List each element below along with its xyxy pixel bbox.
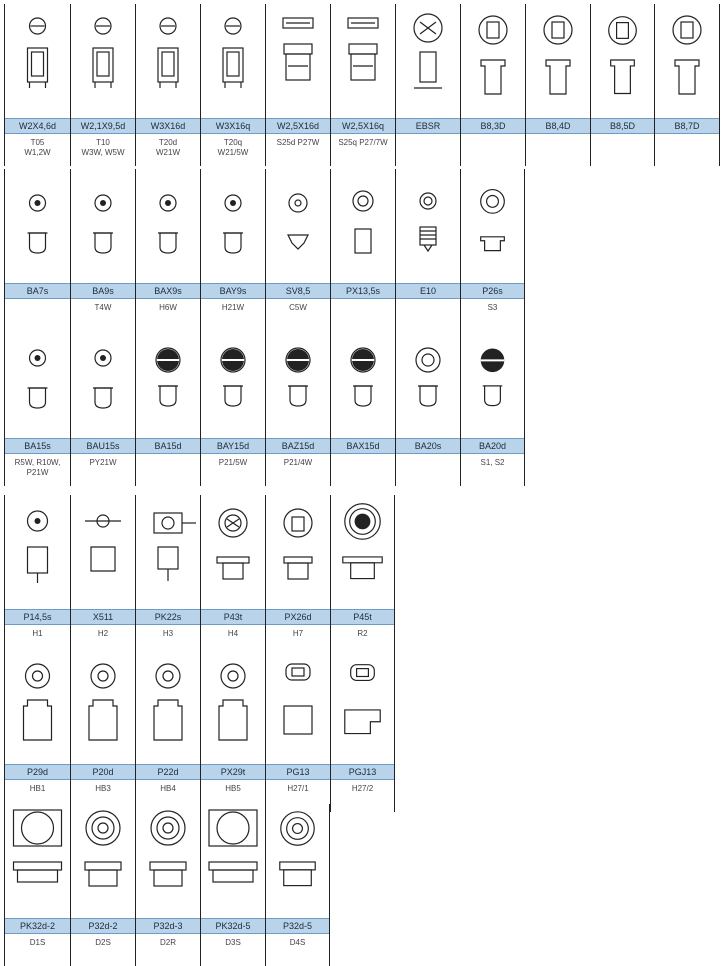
base-code-label: P20d (71, 764, 135, 780)
base-code-label: PK32d-5 (201, 918, 265, 934)
b83d-socket-icon (461, 4, 525, 118)
b84d-socket-icon (526, 4, 590, 118)
base-code-label: BAX15d (331, 438, 395, 454)
bulb-types-label: S25d P27W (276, 138, 320, 147)
base-code-label: P22d (136, 764, 200, 780)
bulb-types-label: P21/5W (218, 458, 248, 467)
bulb-types-label: P21/4W (283, 458, 313, 467)
base-code-label: B8,4D (526, 118, 590, 134)
xenon-square-icon (201, 804, 265, 918)
lamp-cell (70, 169, 135, 331)
bulb-types-label: T05 W1,2W (24, 138, 51, 157)
base-code-label: BAX9s (136, 283, 200, 299)
lamp-cell (265, 4, 330, 166)
bulb-types-label: S1, S2 (480, 458, 505, 467)
bulb-types-label: R5W, R10W, P21W (14, 458, 61, 477)
lamp-cell (330, 169, 395, 331)
bulb-types-label: H1 (32, 629, 43, 638)
base-code-label: W3X16d (136, 118, 200, 134)
lamp-cell (4, 4, 70, 166)
bulb-types-label: T4W (94, 303, 112, 312)
lamp-cell (460, 169, 525, 331)
bulb-types-label: HB3 (95, 784, 111, 793)
lamp-cell (654, 4, 720, 166)
bayonet-offset-pin-icon (201, 169, 265, 283)
lamp-cell (330, 650, 395, 812)
halogen-h7-icon (266, 495, 330, 609)
lamp-cell (200, 495, 265, 657)
lamp-cell (135, 804, 200, 966)
halogen-hb1-icon (5, 650, 70, 764)
lamp-cell (590, 4, 654, 166)
base-code-label: PGJ13 (331, 764, 394, 780)
bulb-types-label: HB4 (160, 784, 176, 793)
base-code-label: P29d (5, 764, 70, 780)
base-code-label: W2,5X16d (266, 118, 330, 134)
bulb-types-label: HB5 (225, 784, 241, 793)
bulb-types-label: D1S (29, 938, 46, 947)
prefocus-small-icon (331, 169, 395, 283)
lamp-cell (200, 650, 265, 812)
halogen-h3-icon (136, 495, 200, 609)
base-code-label: W2,5X16q (331, 118, 395, 134)
bulb-types-label: H21W (221, 303, 245, 312)
xenon-square-icon (5, 804, 70, 918)
bulb-types-label: PY21W (89, 458, 117, 467)
base-code-label: W2X4,6d (5, 118, 70, 134)
wedge-icon (71, 4, 135, 118)
bulb-types-label: C5W (289, 303, 307, 312)
base-code-label: BA7s (5, 283, 70, 299)
wedge-large-dual-icon (201, 4, 265, 118)
base-code-label: BA20d (461, 438, 524, 454)
lamp-cell (135, 324, 200, 486)
lamp-cell (330, 4, 395, 166)
bulb-types-label: H7 (292, 629, 304, 638)
lamp-cell (395, 169, 460, 331)
bayonet-double-offset-icon (266, 324, 330, 438)
wedge-large-icon (136, 4, 200, 118)
bulb-types-label: D3S (225, 938, 241, 947)
bulb-types-label: H3 (162, 629, 174, 638)
halogen-h2-icon (71, 495, 135, 609)
base-code-label: P32d-5 (266, 918, 329, 934)
bulb-types-label: R2 (357, 629, 368, 638)
lamp-cell (460, 4, 525, 166)
bulb-types-label: H4 (227, 629, 239, 638)
base-code-label: B8,3D (461, 118, 525, 134)
halogen-h27-icon (266, 650, 330, 764)
lamp-cell (200, 169, 265, 331)
lamp-cell (330, 495, 395, 657)
lamp-cell (4, 324, 70, 486)
bulb-types-label: S25q P27/7W (338, 138, 388, 147)
base-code-label: SV8,5 (266, 283, 330, 299)
bayonet-double-icon (331, 324, 395, 438)
lamp-cell (135, 650, 200, 812)
base-code-label: BAU15s (71, 438, 135, 454)
lamp-cell (135, 4, 200, 166)
lamp-cell (200, 4, 265, 166)
base-code-label: BA9s (71, 283, 135, 299)
lamp-cell (265, 495, 330, 657)
bulb-types-label: D2S (95, 938, 111, 947)
base-code-label: BA20s (396, 438, 460, 454)
base-code-label: PX13,5s (331, 283, 395, 299)
base-code-label: W2,1X9,5d (71, 118, 135, 134)
lamp-cell (70, 324, 135, 486)
festoon-icon (266, 169, 330, 283)
base-code-label: P26s (461, 283, 524, 299)
lamp-cell (395, 324, 460, 486)
base-code-label: P43t (201, 609, 265, 625)
base-code-label: PG13 (266, 764, 330, 780)
bulb-types-label: H27/1 (287, 784, 309, 793)
lamp-cell (200, 324, 265, 486)
base-code-label: E10 (396, 283, 460, 299)
bayonet-offset-icon (136, 169, 200, 283)
halogen-hb5-icon (201, 650, 265, 764)
lamp-cell (4, 169, 70, 331)
wedge-wide-dual-icon (331, 4, 395, 118)
lamp-cell (135, 169, 200, 331)
bayonet-double-offset-icon (201, 324, 265, 438)
lamp-cell (265, 324, 330, 486)
prefocus-flange-icon (461, 169, 524, 283)
lamp-cell (330, 324, 395, 486)
halogen-hb3-icon (71, 650, 135, 764)
base-code-label: BA15s (5, 438, 70, 454)
base-code-label: PK32d-2 (5, 918, 70, 934)
bulb-types-label: H27/2 (351, 784, 374, 793)
bayonet-single-icon (71, 169, 135, 283)
base-code-label: BAZ15d (266, 438, 330, 454)
bayonet-mini-icon (5, 169, 70, 283)
screw-base-icon (396, 169, 460, 283)
base-code-label: BAY15d (201, 438, 265, 454)
bayonet-single-icon (5, 324, 70, 438)
base-code-label: PK22s (136, 609, 200, 625)
base-code-label: P32d-3 (136, 918, 200, 934)
bulb-types-label: D2R (159, 938, 176, 947)
lamp-cell (135, 495, 200, 657)
base-code-label: P14,5s (5, 609, 70, 625)
bulb-types-label: S3 (487, 303, 498, 312)
bulb-types-label: H6W (159, 303, 177, 312)
lamp-cell (4, 495, 70, 657)
xenon-round-icon (71, 804, 135, 918)
halogen-h27-angled-icon (331, 650, 394, 764)
lamp-cell (265, 169, 330, 331)
base-code-label: X511 (71, 609, 135, 625)
lamp-cell (70, 804, 135, 966)
base-code-label: W3X16q (201, 118, 265, 134)
lamp-cell (70, 495, 135, 657)
xenon-round-icon (266, 804, 329, 918)
base-code-label: B8,5D (591, 118, 654, 134)
b87d-socket-icon (655, 4, 719, 118)
xenon-round-icon (136, 804, 200, 918)
bulb-types-label: T20d W21W (156, 138, 180, 157)
bayonet-offset-icon (71, 324, 135, 438)
ebsr-socket-icon (396, 4, 460, 118)
bayonet-large-double-icon (461, 324, 524, 438)
lamp-cell (4, 804, 70, 966)
bulb-types-label: T20q W21/5W (217, 138, 249, 157)
bayonet-double-icon (136, 324, 200, 438)
base-code-label: P45t (331, 609, 394, 625)
lamp-cell (265, 650, 330, 812)
lamp-cell (460, 324, 525, 486)
base-code-label: BA15d (136, 438, 200, 454)
halogen-hb4-icon (136, 650, 200, 764)
lamp-cell (70, 650, 135, 812)
lamp-cell (200, 804, 265, 966)
base-code-label: BAY9s (201, 283, 265, 299)
b85d-socket-icon (591, 4, 654, 118)
bulb-types-label: T10 W3W, W5W (81, 138, 125, 157)
lamp-cell (395, 4, 460, 166)
bulb-types-label: D4S (289, 938, 306, 947)
bulb-types-label: HB1 (29, 784, 46, 793)
base-code-label: P32d-2 (71, 918, 135, 934)
halogen-h4-icon (201, 495, 265, 609)
lamp-cell (4, 650, 70, 812)
lamp-cell (265, 804, 330, 966)
base-code-label: EBSR (396, 118, 460, 134)
halogen-r2-icon (331, 495, 394, 609)
base-code-label: PX29t (201, 764, 265, 780)
bulb-types-label: H2 (97, 629, 109, 638)
wedge-small-icon (5, 4, 70, 118)
bayonet-large-icon (396, 324, 460, 438)
base-code-label: B8,7D (655, 118, 719, 134)
lamp-cell (525, 4, 590, 166)
lamp-cell (70, 4, 135, 166)
base-code-label: PX26d (266, 609, 330, 625)
halogen-h1-icon (5, 495, 70, 609)
wedge-wide-icon (266, 4, 330, 118)
